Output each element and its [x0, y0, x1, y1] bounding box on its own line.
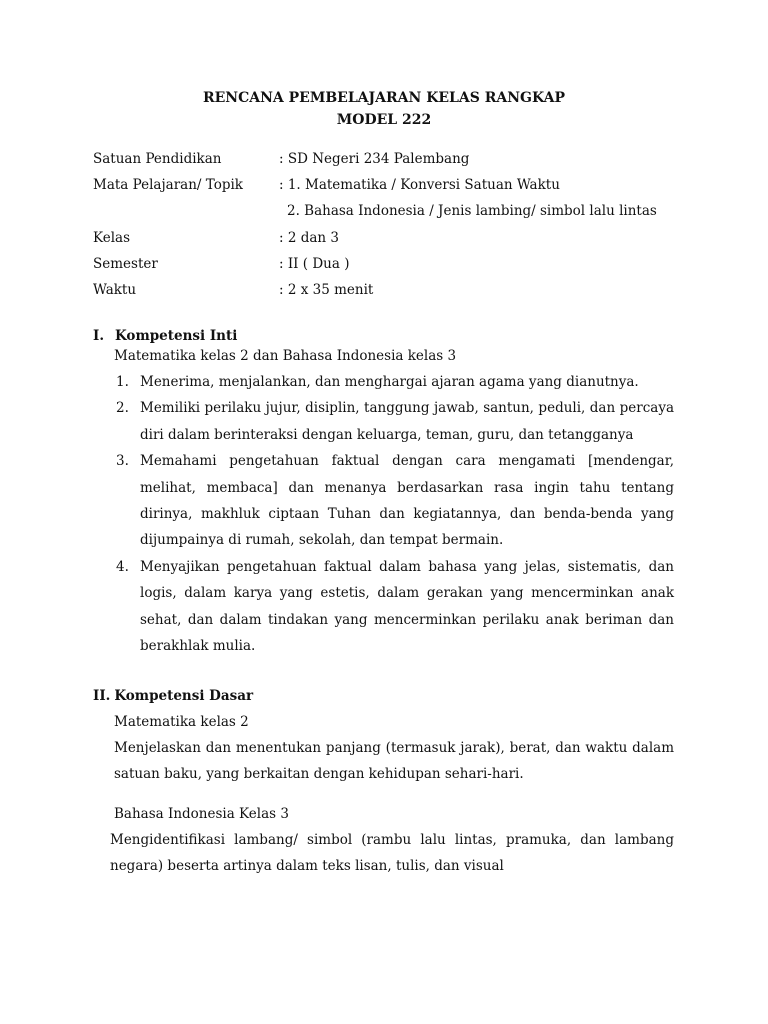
mapel-value-2: 2. Bahasa Indonesia / Jenis lambing/ simbol lalu lintas: [287, 203, 657, 219]
kd-mat-label: Matematika kelas 2: [114, 714, 249, 730]
list-item: 4. Menyajikan pengetahuan faktual dalam bahasa yang jelas, sistematis, dan logis, dalam karya yang estetis, dalam gerakan yang mencerminkan anak sehat, dan dalam tindakan yang mencerminkan perilaku anak beriman dan berakhlak mulia.: [116, 558, 674, 655]
section-heading-ki: [93, 328, 237, 344]
info-row-mapel: [93, 177, 693, 199]
kelas-label: Kelas: [93, 230, 131, 246]
info-row-kelas: [93, 230, 693, 252]
list-item: 3. Memahami pengetahuan faktual dengan cara mengamati [mendengar, melihat, membaca] dan menanya berdasarkan rasa ingin tahu tentang dirinya, makhluk ciptaan Tuhan dan kegiatannya, dan benda-benda yang dijumpainya di rumah, sekolah, dan tempat bermain.: [116, 453, 674, 549]
waktu-value: : 2 x 35 menit: [279, 282, 374, 298]
mapel-label: Mata Pelajaran/ Topik: [93, 177, 243, 193]
ki-list: [114, 369, 674, 659]
kd-mat-text: Menjelaskan dan menentukan panjang (termasuk jarak), berat, dan waktu dalam satuan baku, yang berkaitan dengan kehidupan sehari-hari.: [114, 740, 674, 783]
doc-title: RENCANA PEMBELAJARAN KELAS RANGKAP: [203, 90, 565, 106]
satuan-label: Satuan Pendidikan: [93, 151, 222, 167]
semester-value: : II ( Dua ): [279, 256, 350, 272]
info-row-semester: [93, 256, 693, 278]
info-row-satuan: [93, 151, 693, 173]
list-item: 1. Menerima, menjalankan, dan menghargai ajaran agama yang dianutnya.: [116, 374, 639, 390]
kd-bi-label: Bahasa Indonesia Kelas 3: [114, 806, 289, 822]
kelas-value: : 2 dan 3: [279, 230, 339, 246]
section-number: I.: [93, 328, 105, 344]
waktu-label: Waktu: [93, 282, 137, 298]
section-number: II.: [93, 688, 111, 704]
mapel-value-1: : 1. Matematika / Konversi Satuan Waktu: [279, 177, 560, 193]
section-heading-kd: [93, 688, 253, 704]
ki-intro: Matematika kelas 2 dan Bahasa Indonesia kelas 3: [114, 348, 457, 364]
info-row-waktu: [93, 282, 693, 304]
section-title: Kompetensi Dasar: [114, 688, 254, 704]
list-item: 2. Memiliki perilaku jujur, disiplin, tanggung jawab, santun, peduli, dan percaya diri dalam berinteraksi dengan keluarga, teman, guru, dan tetangganya: [116, 400, 674, 443]
doc-subtitle: MODEL 222: [336, 112, 432, 128]
kd-bi-text: Mengidentifikasi lambang/ simbol (rambu lalu lintas, pramuka, dan lambang negara) beserta artinya dalam teks lisan, tulis, dan visual: [110, 832, 674, 875]
satuan-value: : SD Negeri 234 Palembang: [279, 151, 470, 167]
semester-label: Semester: [93, 256, 158, 272]
section-title: Kompetensi Inti: [115, 328, 238, 344]
info-row-mapel-cont: [93, 203, 693, 225]
